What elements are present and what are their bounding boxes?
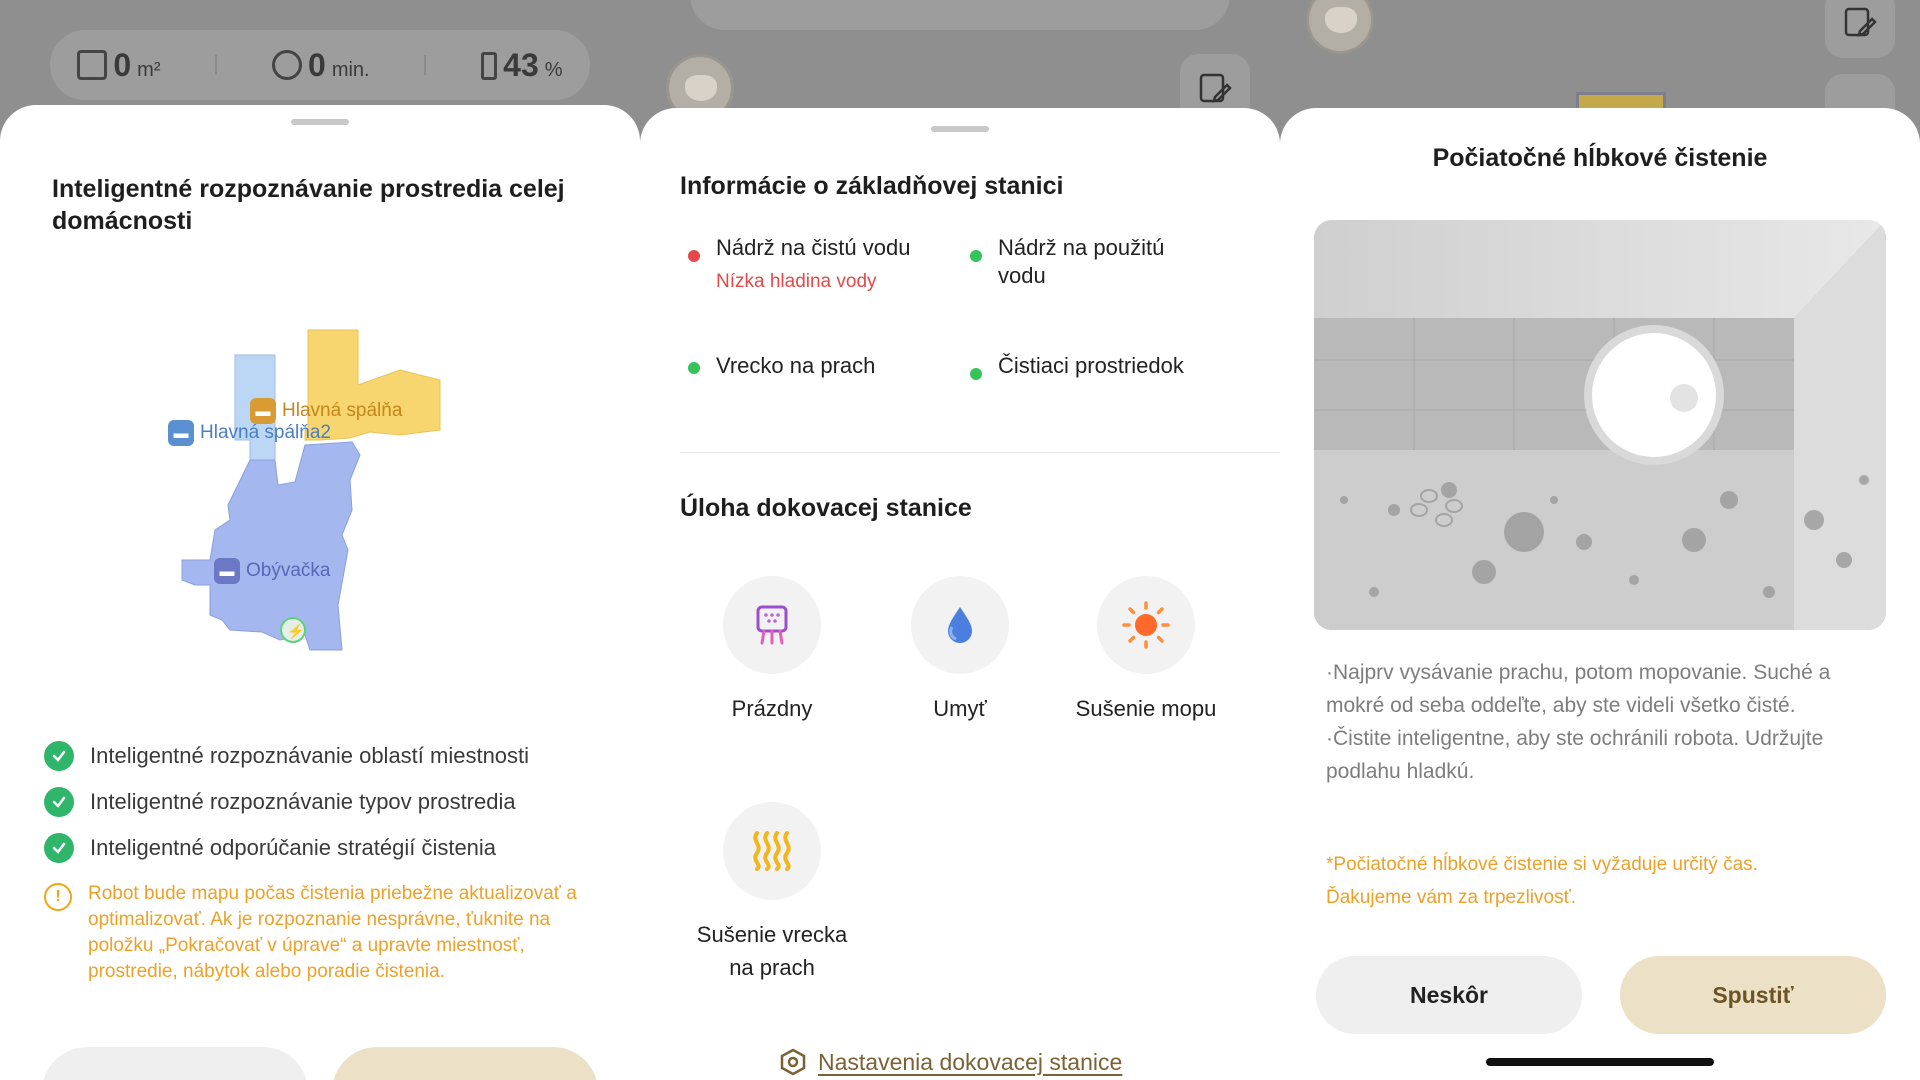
map-update-notice: ! Robot bude mapu počas čistenia priebežne aktualizovať a optimalizovať. Ak je rozpoznanie nesprávne, ťuknite na položku „Pokračovať v úprave“ a upravte miestnosť, prostredie, nábytok alebo poradie čistenia. — [44, 881, 604, 985]
station-info-title: Informácie o základňovej stanici — [680, 172, 1064, 200]
confirm-button[interactable] — [332, 1047, 598, 1080]
status-dot — [688, 250, 700, 262]
panel-deep-cleaning — [1280, 0, 1920, 1080]
room-illustration — [1314, 220, 1886, 630]
list-item: Inteligentné rozpoznávanie typov prostredia — [44, 779, 529, 825]
sofa-icon: ▬ — [214, 558, 240, 584]
dust-bag-status[interactable]: Vrecko na prach — [688, 352, 918, 380]
svg-text:⚡: ⚡ — [287, 623, 305, 639]
settings-icon — [780, 1048, 806, 1076]
map-label-bedroom[interactable]: ▬ Hlavná spálňa — [250, 398, 402, 424]
start-button[interactable]: Spustiť — [1620, 956, 1886, 1034]
bottom-sheet — [640, 108, 1280, 1080]
divider — [680, 452, 1280, 453]
time-stat: 0 min. — [272, 46, 370, 84]
map-label-bedroom2[interactable]: ▬ Hlavná spálňa2 — [168, 420, 331, 446]
time-note: *Počiatočné hĺbkové čistenie si vyžaduje určitý čas. Ďakujeme vám za trpezlivosť. — [1326, 854, 1758, 908]
check-icon — [44, 833, 74, 863]
area-icon — [77, 50, 107, 80]
detergent-status[interactable]: Čistiaci prostriedok — [970, 352, 1200, 380]
status-dot — [970, 368, 982, 380]
info-icon: ! — [44, 883, 72, 911]
list-item: Inteligentné odporúčanie stratégií čistenia — [44, 825, 529, 871]
check-icon — [44, 787, 74, 817]
bottom-sheet — [0, 105, 640, 1080]
panel-map-recognition — [0, 0, 640, 1080]
sheet-title: Inteligentné rozpoznávanie prostredia celej domácnosti — [52, 175, 565, 235]
home-indicator — [1486, 1058, 1714, 1066]
floor-map-graphic — [170, 320, 470, 665]
cleaning-stats-bar — [50, 30, 590, 100]
deep-cleaning-illustration — [1314, 220, 1886, 630]
edit-map-icon — [1842, 5, 1878, 41]
feature-list — [44, 733, 529, 871]
instructions: ·Najprv vysávanie prachu, potom mopovanie. Suché a mokré od seba oddeľte, aby ste videli všetko čisté. ·Čistite inteligentne, aby ste ochránili robota. Udržujte podlahu hladkú. — [1326, 661, 1831, 783]
floor-map[interactable] — [170, 320, 470, 665]
sheet-handle[interactable] — [291, 119, 349, 125]
map-label-living-room[interactable]: ▬ Obývačka — [214, 558, 330, 584]
wash-button[interactable]: Umyť — [880, 576, 1040, 725]
list-item: Inteligentné rozpoznávanie oblastí miestnosti — [44, 733, 529, 779]
mop-drying-button[interactable]: Sušenie mopu — [1066, 576, 1226, 725]
later-button[interactable]: Neskôr — [1316, 956, 1582, 1034]
dust-bag-drying-button[interactable]: Sušenie vrecka na prach — [692, 802, 852, 984]
divider — [424, 55, 426, 75]
status-dot — [970, 250, 982, 262]
dialog-title: Počiatočné hĺbkové čistenie — [1432, 144, 1768, 172]
avatar[interactable] — [1306, 0, 1374, 54]
edit-map-button[interactable] — [1825, 0, 1895, 58]
continue-edit-button[interactable] — [42, 1047, 308, 1080]
dirty-water-tank-status[interactable]: Nádrž na použitú vodu — [970, 234, 1200, 290]
battery-icon — [481, 52, 497, 80]
cleaning-stats-bar — [690, 0, 1230, 30]
dock-settings-link[interactable]: Nastavenia dokovacej stanice — [780, 1048, 1122, 1076]
clean-water-tank-status[interactable]: Nádrž na čistú vodu Nízka hladina vody — [688, 234, 918, 296]
status-dot — [688, 362, 700, 374]
empty-bin-icon — [750, 603, 794, 647]
panel-station-info — [640, 0, 1280, 1080]
sheet-handle[interactable] — [931, 126, 989, 132]
check-icon — [44, 741, 74, 771]
area-stat: 0 m² — [77, 46, 160, 84]
bed-icon: ▬ — [250, 398, 276, 424]
bed-icon: ▬ — [168, 420, 194, 446]
empty-button[interactable]: Prázdny — [692, 576, 852, 725]
bottom-sheet — [1280, 108, 1920, 1080]
divider — [215, 55, 217, 75]
battery-stat: 43 % — [481, 47, 562, 84]
edit-map-icon — [1197, 71, 1233, 107]
low-water-warning: Nízka hladina vody — [716, 271, 877, 292]
clock-icon — [272, 50, 302, 80]
dock-task-title: Úloha dokovacej stanice — [680, 494, 972, 522]
sun-icon — [1121, 600, 1171, 650]
heat-waves-icon — [747, 829, 797, 873]
water-drop-icon — [938, 603, 982, 647]
